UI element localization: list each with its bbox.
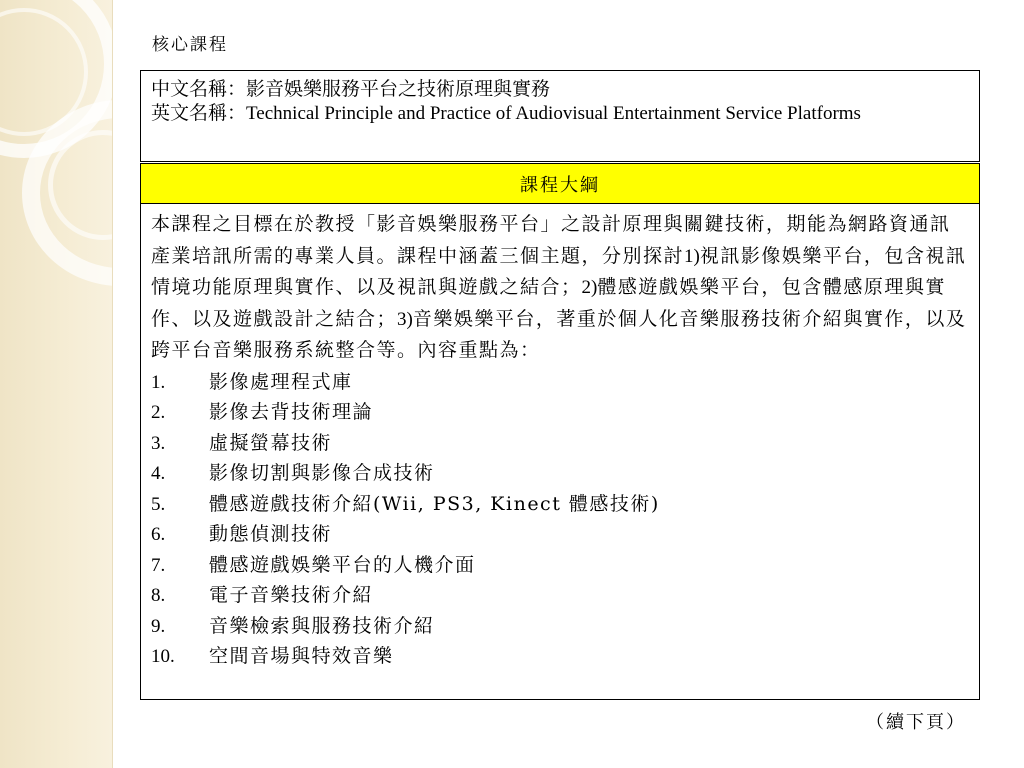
decorative-side-band <box>0 0 113 768</box>
list-item-number: 1. <box>151 371 166 393</box>
list-item-text: 動態偵測技術 <box>209 523 333 545</box>
list-item-number: 9. <box>151 615 166 637</box>
continued-note: （續下頁） <box>866 712 966 733</box>
list-item <box>151 367 969 398</box>
english-name-value: Technical Principle and Practice of Audiovisual Entertainment Service Platforms <box>246 103 861 124</box>
list-item-number: 2. <box>151 402 166 423</box>
list-item-number: 10. <box>151 646 175 667</box>
intro-text: 本課程之目標在於教授「影音娛樂服務平台」之設計原理與關鍵技術，期能為網路資通訊產業培訊所需的專業人員。課程中涵蓋三個主題，分別探討 <box>151 213 951 267</box>
list-item-number: 7. <box>151 554 166 576</box>
intro-text: 音樂娛樂平台，著重於個人化音樂服務技術介紹與實作，以及跨平台音樂服務系統整合等。內容重點為： <box>151 307 967 361</box>
list-item-text: 體感遊戲技術介紹(Wii, PS3, Kinect 體感技術) <box>209 492 660 515</box>
list-item <box>151 641 969 672</box>
list-item-number: 8. <box>151 585 166 606</box>
list-item-text: 體感遊戲娛樂平台的人機介面 <box>209 553 476 576</box>
list-item <box>151 550 969 581</box>
intro-marker: 1) <box>684 245 700 267</box>
list-item <box>151 428 969 459</box>
list-item <box>151 397 969 428</box>
list-item-text: 虛擬螢幕技術 <box>209 431 333 454</box>
outline-body-cell <box>141 204 980 700</box>
list-item-text: 空間音場與特效音樂 <box>209 645 394 667</box>
list-item <box>151 458 969 489</box>
english-name-line <box>151 101 969 126</box>
list-item-number: 3. <box>151 432 166 454</box>
page-heading: 核心課程 <box>152 35 228 55</box>
chinese-name-line <box>151 77 969 101</box>
list-item-number: 5. <box>151 493 166 515</box>
outline-header: 課程大綱 <box>141 163 980 204</box>
list-item <box>151 519 969 550</box>
outline-intro <box>151 209 969 367</box>
list-item-number: 6. <box>151 524 166 545</box>
intro-text: 視訊影像娛樂平台，包含視訊情境功能原理與實作、以及視訊與遊戲之結合； <box>151 244 967 298</box>
list-item <box>151 611 969 642</box>
list-item-text: 音樂檢索與服務技術介紹 <box>209 614 435 637</box>
list-item-number: 4. <box>151 463 166 484</box>
chinese-name-value: 影音娛樂服務平台之技術原理與實務 <box>246 78 551 100</box>
list-item <box>151 580 969 611</box>
list-item-text: 電子音樂技術介紹 <box>209 584 374 606</box>
list-item <box>151 489 969 520</box>
list-item-text: 影像去背技術理論 <box>209 401 374 423</box>
intro-marker: 2) <box>581 277 598 298</box>
intro-text: 體感遊戲娛樂平台，包含體感原理與實作、以及遊戲設計之結合； <box>151 276 946 330</box>
course-name-cell <box>141 71 980 163</box>
list-item-text: 影像處理程式庫 <box>209 370 353 393</box>
topic-list <box>151 367 969 672</box>
english-name-label: 英文名稱： <box>151 102 247 124</box>
intro-marker: 3) <box>397 308 413 330</box>
chinese-name-label: 中文名稱： <box>151 78 247 100</box>
course-table <box>140 70 980 700</box>
list-item-text: 影像切割與影像合成技術 <box>209 462 435 484</box>
